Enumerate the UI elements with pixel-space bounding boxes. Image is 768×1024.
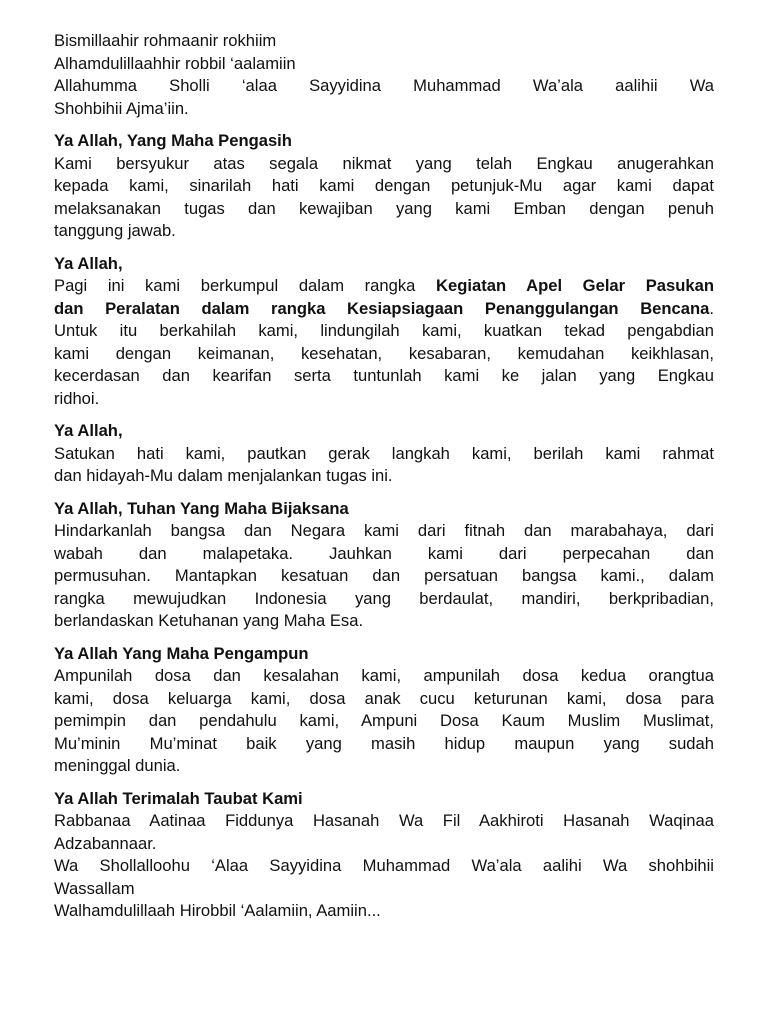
section-5: [54, 643, 714, 778]
paragraph-line: Adzabannaar.: [54, 833, 157, 853]
section-4: [54, 498, 714, 633]
paragraph-line: Mu’minin Mu’minat baik yang masih hidup maupun yang sudah: [54, 733, 714, 753]
paragraph-line: dan hidayah-Mu dalam menjalankan tugas ini.: [54, 466, 393, 485]
section-1: [54, 130, 714, 243]
paragraph-line: pemimpin dan pendahulu kami, Ampuni Dosa Kaum Muslim Muslimat,: [54, 711, 714, 730]
section-heading: Ya Allah Terimalah Taubat Kami: [54, 788, 303, 808]
paragraph-line: Untuk itu berkahilah kami, lindungilah kami, kuatkan tekad pengabdian: [54, 321, 714, 340]
opening-section: [54, 30, 714, 120]
opening-line-2: Alhamdulillaahhir robbil ‘aalamiin: [54, 53, 296, 73]
paragraph-line: kepada kami, sinarilah hati kami dengan petunjuk-Mu agar kami dapat: [54, 176, 714, 195]
paragraph-line: tanggung jawab.: [54, 221, 176, 240]
paragraph-line: Wa Shollalloohu ‘Alaa Sayyidina Muhammad Wa’ala aalihi Wa shohbihii: [54, 856, 714, 875]
paragraph-line: Satukan hati kami, pautkan gerak langkah kami, berilah kami rahmat: [54, 443, 714, 463]
section-heading: Ya Allah,: [54, 253, 123, 273]
paragraph-line: [54, 275, 714, 298]
paragraph-line: kami dengan keimanan, kesehatan, kesabaran, kemudahan keikhlasan,: [54, 343, 714, 363]
opening-line-3: Allahumma Sholli ‘alaa Sayyidina Muhammad Wa’ala aalihii Wa: [54, 76, 714, 95]
section-heading: Ya Allah, Yang Maha Pengasih: [54, 131, 292, 150]
opening-line-4: Shohbihii Ajma’iin.: [54, 98, 189, 118]
paragraph-line: ridhoi.: [54, 388, 100, 408]
event-name-bold: dan Peralatan dalam rangka Kesiapsiagaan Penanggulangan Bencana: [54, 298, 710, 318]
prayer-document: [54, 30, 714, 923]
paragraph-line: [54, 298, 714, 321]
paragraph-line: kami, dosa keluarga kami, dosa anak cucu keturunan kami, dosa para: [54, 688, 714, 708]
paragraph-line: Hindarkanlah bangsa dan Negara kami dari fitnah dan marabahaya, dari: [54, 521, 714, 540]
paragraph-line: Walhamdulillaah Hirobbil ‘Aalamiin, Aamiin...: [54, 901, 381, 920]
paragraph-line: melaksanakan tugas dan kewajiban yang kami Emban dengan penuh: [54, 198, 714, 218]
section-6: [54, 788, 714, 923]
event-name-bold: Kegiatan Apel Gelar Pasukan: [436, 276, 714, 295]
paragraph-line: Rabbanaa Aatinaa Fiddunya Hasanah Wa Fil Aakhiroti Hasanah Waqinaa: [54, 811, 714, 830]
paragraph-line: kecerdasan dan kearifan serta tuntunlah kami ke jalan yang Engkau: [54, 366, 714, 385]
section-heading: Ya Allah Yang Maha Pengampun: [54, 643, 309, 663]
paragraph-line: Wassallam: [54, 878, 135, 898]
paragraph-line: Ampunilah dosa dan kesalahan kami, ampunilah dosa kedua orangtua: [54, 666, 714, 685]
paragraph-line: berlandaskan Ketuhanan yang Maha Esa.: [54, 611, 364, 630]
opening-line-1: Bismillaahir rohmaanir rokhiim: [54, 31, 277, 50]
paragraph-text: Pagi ini kami berkumpul dalam rangka: [54, 276, 437, 295]
paragraph-line: meninggal dunia.: [54, 756, 181, 775]
paragraph-line: rangka mewujudkan Indonesia yang berdaulat, mandiri, berkpribadian,: [54, 588, 714, 608]
section-heading: Ya Allah,: [54, 421, 123, 440]
paragraph-line: permusuhan. Mantapkan kesatuan dan persatuan bangsa kami., dalam: [54, 566, 714, 585]
section-2: [54, 253, 714, 411]
section-heading: Ya Allah, Tuhan Yang Maha Bijaksana: [54, 498, 349, 518]
section-3: [54, 420, 714, 488]
paragraph-text: .: [709, 298, 714, 318]
paragraph-line: Kami bersyukur atas segala nikmat yang telah Engkau anugerahkan: [54, 153, 714, 173]
paragraph-line: wabah dan malapetaka. Jauhkan kami dari perpecahan dan: [54, 543, 714, 563]
